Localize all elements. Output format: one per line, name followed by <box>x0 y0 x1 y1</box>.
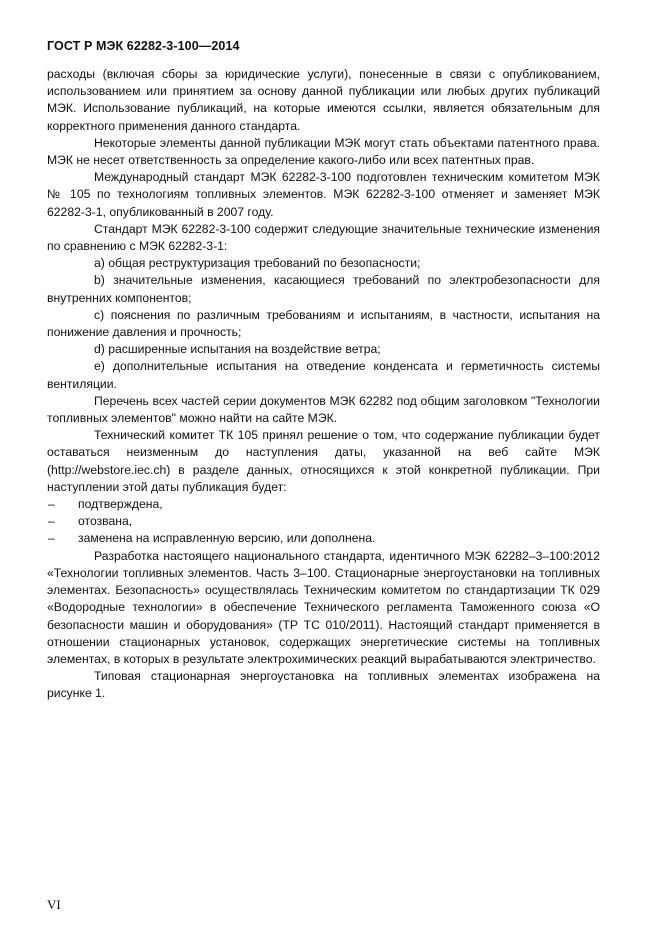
paragraph-changes-intro: Стандарт МЭК 62282-3-100 содержит следующие значительные технические изменения по сравнению с МЭК 62282-3-1: <box>47 221 600 254</box>
list-item-b: b) значительные изменения, касающиеся требований по электробезопасности для внутренних компонентов; <box>47 273 600 305</box>
dash-marker: – <box>48 514 55 529</box>
paragraph-committee-decision: Технический комитет ТК 105 принял решение о том, что содержание публикации будет оставаться неизменным до наступления даты, указанной на веб сайте МЭК (http://webstore.iec.ch) в разделе данных, относящихся к этой конкретной публикации. При наступлении этой даты публикация будет: <box>47 428 600 494</box>
page-number: VI <box>47 897 61 912</box>
list-item-c: c) пояснения по различным требованиям и испытаниям, в частности, испытания на понижение давления и прочность; <box>47 307 600 340</box>
paragraph-patents: Некоторые элементы данной публикации МЭК могут стать объектами патентного права. МЭК не несет ответственность за определение какого-либо или всех патентных прав. <box>47 135 600 168</box>
list-item-e: e) дополнительные испытания на отведение конденсата и герметичность системы вентиляции. <box>47 359 600 391</box>
paragraph-standard-prepared: Международный стандарт МЭК 62282-3-100 подготовлен техническим комитетом МЭК № 105 по технологиям топливных элементов. МЭК 62282-3-100 отменяет и заменяет МЭК 62282-3-1, опубликованный в 2007 году. <box>47 170 600 219</box>
document-header: ГОСТ Р МЭК 62282-3-100—2014 <box>47 39 240 53</box>
list-item-d: d) расширенные испытания на воздействие ветра; <box>94 342 381 357</box>
list-item-a: a) общая реструктуризация требований по безопасности; <box>94 256 421 271</box>
paragraph-figure-reference: Типовая стационарная энергоустановка на топливных элементах изображена на рисунке 1. <box>47 669 600 701</box>
dash-item <box>47 496 600 513</box>
paragraph-series-list: Перечень всех частей серии документов МЭК 62282 под общим заголовком "Технологии топливных элементов" можно найти на сайте МЭК. <box>47 393 600 426</box>
paragraph-continuation: расходы (включая сборы за юридические услуги), понесенные в связи с опубликованием, использованием или принятием за основу данной публикации или любых других публикаций МЭК. Использование публикаций, на которые имеются ссылки, является обязательным для корректного применения данного стандарта. <box>47 67 600 133</box>
dash-marker: – <box>48 497 55 512</box>
dash-item-text: отозвана, <box>78 514 133 529</box>
dash-marker: – <box>48 531 55 546</box>
dash-item-text: подтверждена, <box>78 497 163 512</box>
paragraph-national-standard: Разработка настоящего национального стандарта, идентичного МЭК 62282–3–100:2012 «Технологии топливных элементов. Часть 3–100. Стационарные энергоустановки на топливных элементах. Безопасность» осуществлялась Техническим комитетом по стандартизации ТК 029 «Водородные технологии» в обеспечение Технического регламента Таможенного союза «О безопасности машин и оборудования» (ТР ТС 010/2011). Настоящий стандарт применяется в отношении стационарных установок, содержащих энергетические системы на топливных элементах, в которых в результате электрохимических реакций вырабатываются электричество. <box>47 548 600 666</box>
body-text <box>47 66 600 703</box>
dash-item <box>47 513 600 530</box>
dash-item-text: заменена на исправленную версию, или дополнена. <box>78 531 376 546</box>
dash-item <box>47 530 600 547</box>
